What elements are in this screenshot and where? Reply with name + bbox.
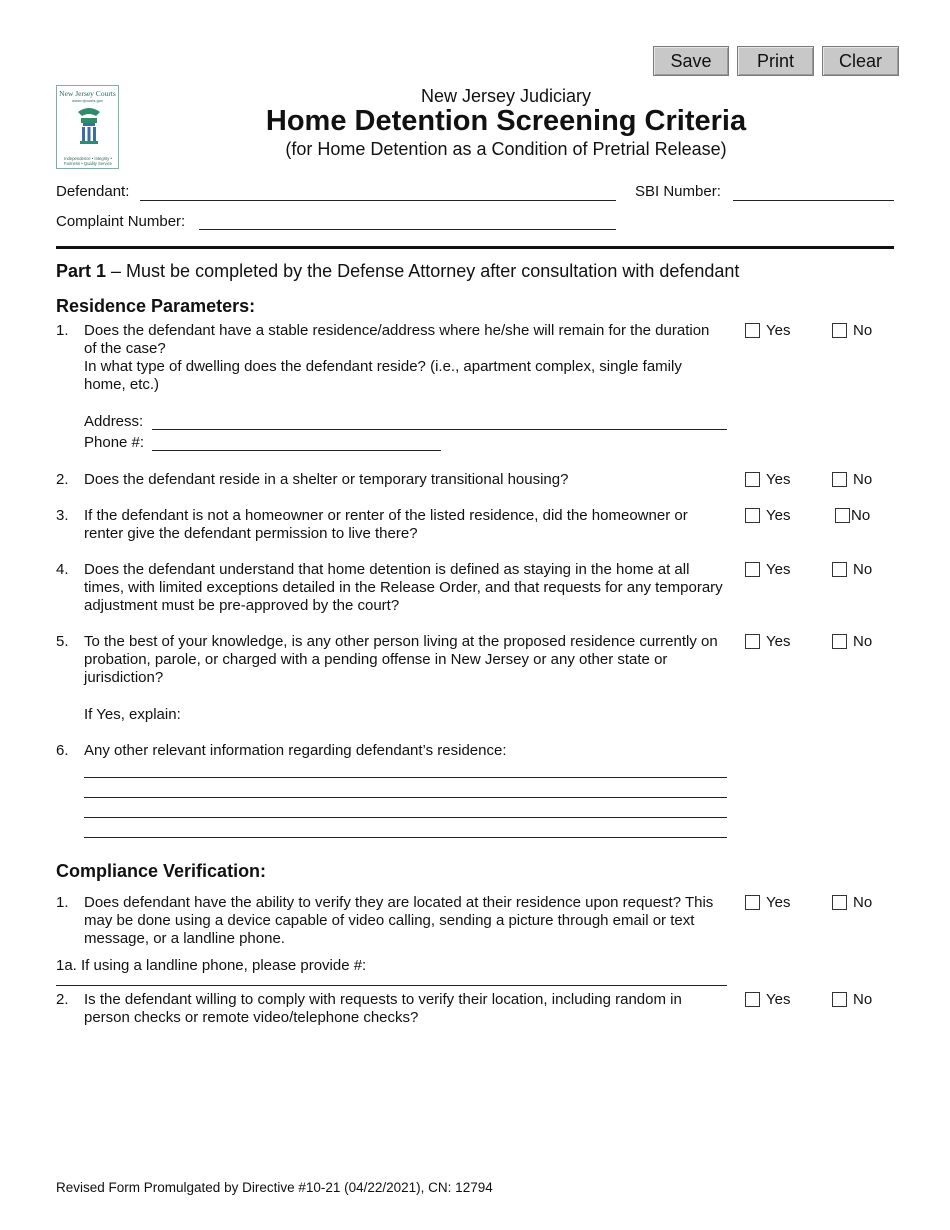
phone-label: Phone #: bbox=[84, 434, 145, 451]
page-subtitle: (for Home Detention as a Condition of Pretrial Release) bbox=[285, 139, 727, 159]
question-number: 1. bbox=[56, 894, 69, 911]
nj-courts-logo bbox=[56, 85, 119, 169]
no-label: No bbox=[853, 633, 873, 650]
compliance-q2-text: Is the defendant willing to comply with requests to verify their location, including random in person checks or remote video/telephone checks? bbox=[84, 991, 682, 1026]
residence-q2-text: Does the defendant reside in a shelter or temporary transitional housing? bbox=[84, 471, 569, 488]
residence-q1-yes-checkbox[interactable] bbox=[745, 323, 760, 338]
compliance-verification-heading: Compliance Verification: bbox=[56, 861, 267, 881]
residence-q4-text: Does the defendant understand that home detention is defined as staying in the home at all times, with limited exceptions detailed in the Release Order, and that requests for any temporary adjustment must be pre-approved by the court? bbox=[84, 561, 723, 614]
residence-q1-text2: In what type of dwelling does the defendant reside? (i.e., apartment complex, single family home, etc.) bbox=[84, 358, 682, 393]
part1-heading bbox=[56, 261, 739, 282]
logo-motto: Independence • Integrity • Fairness • Quality Service bbox=[63, 156, 112, 166]
compliance-q1-yes-checkbox[interactable] bbox=[745, 895, 760, 910]
address-field[interactable] bbox=[152, 429, 727, 430]
question-number: 5. bbox=[56, 633, 69, 650]
section-divider bbox=[56, 246, 894, 249]
sbi-number-field[interactable] bbox=[733, 200, 894, 201]
part1-description: – Must be completed by the Defense Attorney after consultation with defendant bbox=[106, 261, 740, 281]
logo-url: www.njcourts.gov bbox=[71, 98, 104, 103]
residence-q6-text: Any other relevant information regarding defendant’s residence: bbox=[84, 742, 507, 759]
if-yes-explain-label: If Yes, explain: bbox=[84, 706, 181, 723]
no-label: No bbox=[851, 507, 871, 524]
residence-q3-text: If the defendant is not a homeowner or renter of the listed residence, did the homeowner or renter give the defendant permission to live there? bbox=[84, 507, 688, 542]
compliance-q2-no-checkbox[interactable] bbox=[832, 992, 847, 1007]
compliance-q1-no-checkbox[interactable] bbox=[832, 895, 847, 910]
residence-q4-yes-checkbox[interactable] bbox=[745, 562, 760, 577]
clear-button[interactable]: Clear bbox=[822, 46, 899, 76]
residence-other-info-line[interactable] bbox=[84, 837, 727, 838]
residence-q5-text: To the best of your knowledge, is any other person living at the proposed residence currently on probation, parole, or charged with a pending offense in New Jersey or any other state or jurisdiction? bbox=[84, 633, 718, 686]
no-label: No bbox=[853, 561, 873, 578]
complaint-number-field[interactable] bbox=[199, 229, 616, 230]
question-number: 2. bbox=[56, 471, 69, 488]
no-label: No bbox=[853, 991, 873, 1008]
footer-revision-note: Revised Form Promulgated by Directive #10-21 (04/22/2021), CN: 12794 bbox=[56, 1180, 493, 1195]
no-label: No bbox=[853, 471, 873, 488]
yes-label: Yes bbox=[766, 633, 791, 650]
landline-phone-label: 1a. If using a landline phone, please provide #: bbox=[56, 957, 367, 974]
residence-q4-no-checkbox[interactable] bbox=[832, 562, 847, 577]
residence-q2-no-checkbox[interactable] bbox=[832, 472, 847, 487]
organization-name: New Jersey Judiciary bbox=[420, 86, 592, 106]
part1-label: Part 1 bbox=[56, 261, 107, 281]
compliance-q1-text: Does defendant have the ability to verify they are located at their residence upon request? This may be done using a device capable of video calling, sending a picture through email or text message, or a landline phone. bbox=[84, 894, 714, 947]
yes-label: Yes bbox=[766, 471, 791, 488]
page-title: Home Detention Screening Criteria bbox=[265, 105, 747, 137]
phone-field[interactable] bbox=[152, 450, 441, 451]
defendant-label: Defendant: bbox=[56, 183, 130, 200]
residence-q5-yes-checkbox[interactable] bbox=[745, 634, 760, 649]
residence-q1-no-checkbox[interactable] bbox=[832, 323, 847, 338]
yes-label: Yes bbox=[766, 991, 791, 1008]
question-number: 2. bbox=[56, 991, 69, 1008]
address-label: Address: bbox=[84, 413, 144, 430]
residence-q5-no-checkbox[interactable] bbox=[832, 634, 847, 649]
sbi-number-label: SBI Number: bbox=[635, 183, 721, 200]
logo-name: New Jersey Courts bbox=[59, 89, 116, 98]
yes-label: Yes bbox=[766, 507, 791, 524]
print-button[interactable]: Print bbox=[737, 46, 814, 76]
residence-q2-yes-checkbox[interactable] bbox=[745, 472, 760, 487]
no-label: No bbox=[853, 894, 873, 911]
courthouse-icon bbox=[74, 106, 104, 152]
yes-label: Yes bbox=[766, 561, 791, 578]
residence-other-info-line[interactable] bbox=[84, 777, 727, 778]
residence-other-info-line[interactable] bbox=[84, 817, 727, 818]
save-button[interactable]: Save bbox=[653, 46, 729, 76]
yes-label: Yes bbox=[766, 322, 791, 339]
question-number: 1. bbox=[56, 322, 69, 339]
residence-q1-text: Does the defendant have a stable residence/address where he/she will remain for the duration of the case? bbox=[84, 322, 710, 357]
question-number: 6. bbox=[56, 742, 69, 759]
residence-q3-yes-checkbox[interactable] bbox=[745, 508, 760, 523]
complaint-number-label: Complaint Number: bbox=[56, 213, 186, 230]
no-label: No bbox=[853, 322, 873, 339]
question-number: 4. bbox=[56, 561, 69, 578]
residence-parameters-heading: Residence Parameters: bbox=[56, 296, 256, 316]
residence-other-info-line[interactable] bbox=[84, 797, 727, 798]
defendant-field[interactable] bbox=[140, 200, 616, 201]
question-number: 3. bbox=[56, 507, 69, 524]
yes-label: Yes bbox=[766, 894, 791, 911]
landline-phone-field[interactable] bbox=[56, 985, 727, 986]
compliance-q2-yes-checkbox[interactable] bbox=[745, 992, 760, 1007]
residence-q3-no-checkbox[interactable] bbox=[835, 508, 850, 523]
